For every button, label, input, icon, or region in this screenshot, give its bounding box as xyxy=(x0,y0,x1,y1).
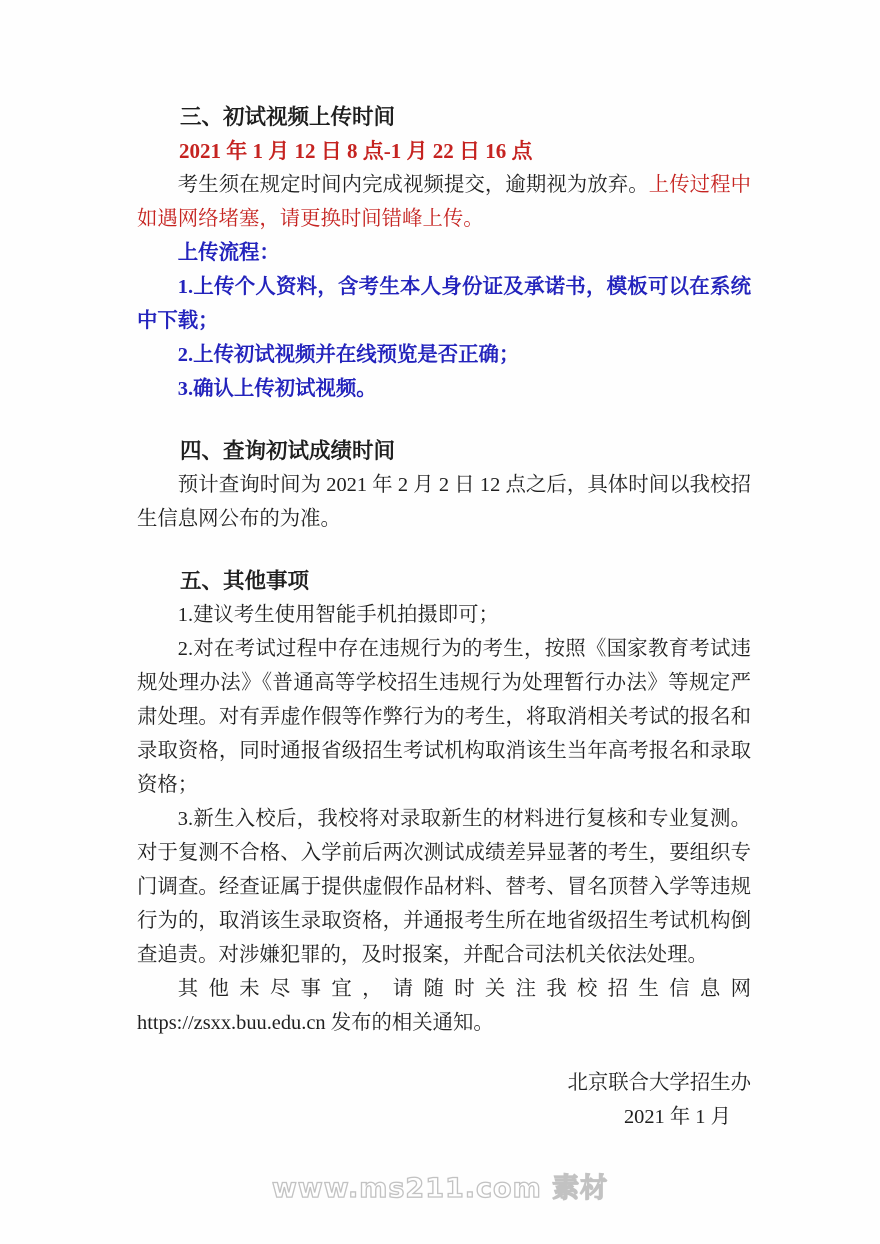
upload-time-range xyxy=(137,134,751,168)
text-run: 发布的相关通知。 xyxy=(325,1012,494,1034)
upload-step-1 xyxy=(137,270,751,338)
upload-step-2 xyxy=(137,338,751,372)
text-run: 3.确认上传初试视频。 xyxy=(177,378,377,400)
text-run: 三、初试视频上传时间 xyxy=(180,105,396,129)
text-run: 3.新生入校后，我校将对录取新生的材料进行复核和专业复测。对于复测不合格、入学前后两次测试成绩差异显著的考生，要组织专门调查。经查证属于提供虚假作品材料、替考、冒名顶替入学等违规行为的，取消该生录取资格，并通报考生所在地省级招生考试机构倒查追责。对涉嫌犯罪的，及时报案，并配合司法机关依法处理。 xyxy=(137,808,751,966)
other-note-1 xyxy=(137,598,751,632)
text-run: 2021 年 1 月 xyxy=(623,1106,731,1128)
document-body xyxy=(137,100,751,1134)
signature-org xyxy=(137,1066,751,1100)
other-note-3 xyxy=(137,802,751,972)
score-query-note xyxy=(137,468,751,536)
text-run: 2.对在考试过程中存在违规行为的考生，按照《国家教育考试违规处理办法》《普通高等学校招生违规行为处理暂行办法》等规定严肃处理。对有弄虚作假等作弊行为的考生，将取消相关考试的报名和录取资格，同时通报省级招生考试机构取消该生当年高考报名和录取资格； xyxy=(137,638,751,796)
text-run: 1.建议考生使用智能手机拍摄即可； xyxy=(177,604,499,626)
text-run: 2021 年 1 月 12 日 8 点-1 月 22 日 16 点 xyxy=(179,139,533,163)
text-run: 北京联合大学招生办 xyxy=(567,1072,751,1094)
text-run: 考生须在规定时间内完成视频提交，逾期视为放弃。 xyxy=(177,174,649,196)
watermark: www.ms211.com 素材 xyxy=(271,1173,609,1204)
text-run: 五、其他事项 xyxy=(180,569,310,593)
other-note-2 xyxy=(137,632,751,802)
text-run: 2.上传初试视频并在线预览是否正确； xyxy=(177,344,520,366)
text-run: 1.上传个人资料，含考生本人身份证及承诺书，模板可以在系统中下载； xyxy=(137,276,751,332)
upload-deadline-note xyxy=(137,168,751,236)
upload-process-title xyxy=(137,236,751,270)
signature-date xyxy=(137,1100,751,1134)
closing-note xyxy=(137,972,751,1040)
text-run: 其他未尽事宜，请随时关注我校招生信息网 xyxy=(177,978,751,1000)
section-5-heading xyxy=(137,564,751,598)
text-run: 上传流程： xyxy=(177,242,280,264)
website-url: https://zsxx.buu.edu.cn xyxy=(137,1012,326,1034)
text-run: 四、查询初试成绩时间 xyxy=(180,439,396,463)
network-warning-text: 上传过程中如遇网络堵塞，请更换时间错峰上传。 xyxy=(137,174,752,230)
text-run: 预计查询时间为 2021 年 2 月 2 日 12 点之后，具体时间以我校招生信息网公布的为准。 xyxy=(137,474,751,530)
section-4-heading xyxy=(137,434,751,468)
upload-step-3 xyxy=(137,372,751,406)
section-3-heading xyxy=(137,100,751,134)
